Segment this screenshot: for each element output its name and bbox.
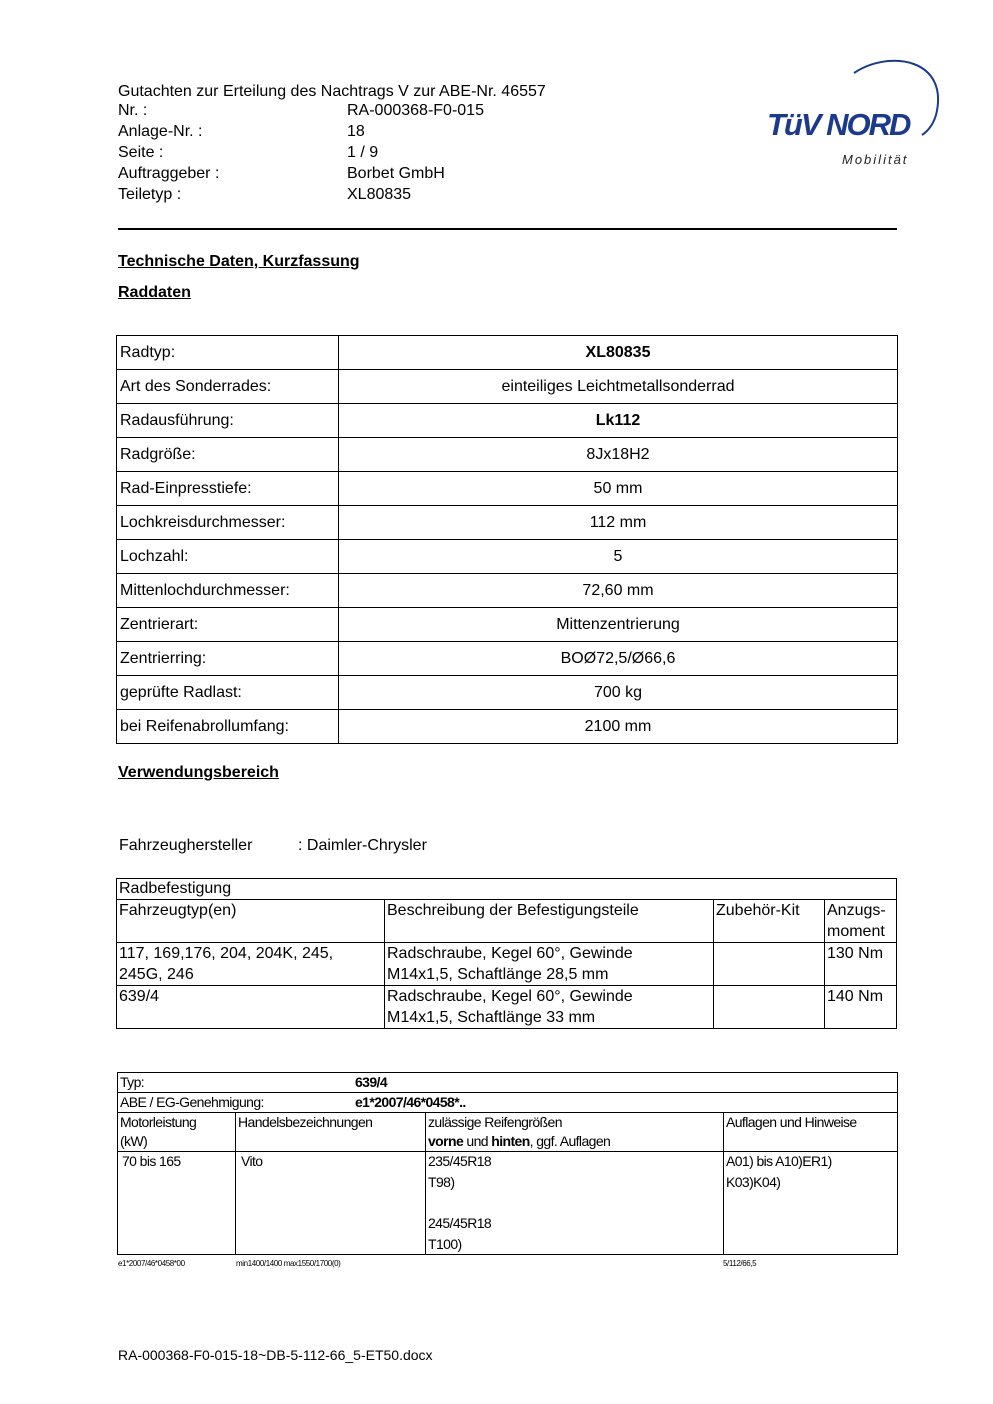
table-row <box>118 1152 898 1255</box>
raddaten-label: bei Reifenabrollumfang: <box>117 710 339 744</box>
raddaten-value: 112 mm <box>339 506 898 540</box>
document-title: Gutachten zur Erteilung des Nachtrags V zur ABE-Nr. 46557 <box>118 83 546 100</box>
col-motorleistung <box>118 1113 236 1152</box>
col-beschreibung: Beschreibung der Befestigungsteile <box>385 900 714 943</box>
table-row <box>117 336 898 370</box>
table-row <box>117 943 897 986</box>
col-reifen <box>426 1113 724 1152</box>
table-row <box>117 986 897 1029</box>
table-row <box>117 710 898 744</box>
raddaten-label: Lochkreisdurchmesser: <box>117 506 339 540</box>
col-anzugsmoment <box>825 900 897 943</box>
table-row <box>117 642 898 676</box>
abe-label: ABE / EG-Genehmigung: <box>120 1094 264 1110</box>
typ-table <box>117 1072 898 1255</box>
verwendung-heading: Verwendungsbereich <box>118 764 279 781</box>
cell-beschreibung <box>385 943 714 986</box>
logo-subtitle: Mobilität <box>842 152 909 167</box>
table-row <box>117 574 898 608</box>
raddaten-value: 50 mm <box>339 472 898 506</box>
raddaten-value: Mittenzentrierung <box>339 608 898 642</box>
befestigung-title: Radbefestigung <box>117 879 897 900</box>
raddaten-label: Radtyp: <box>117 336 339 370</box>
raddaten-value: 72,60 mm <box>339 574 898 608</box>
moment-label: moment <box>827 923 885 940</box>
table-row <box>117 438 898 472</box>
header-row-label: Auftraggeber : <box>118 165 220 182</box>
raddaten-value: einteiliges Leichtmetallsonderrad <box>339 370 898 404</box>
raddaten-label: Rad-Einpresstiefe: <box>117 472 339 506</box>
abe-value: e1*2007/46*0458*.. <box>355 1094 466 1110</box>
header-row-value: 1 / 9 <box>347 144 379 161</box>
table-row <box>117 540 898 574</box>
header-row-label: Anlage-Nr. : <box>118 123 203 140</box>
raddaten-label: Art des Sonderrades: <box>117 370 339 404</box>
reifen-header: zulässige Reifengrößen <box>428 1114 562 1130</box>
typ-value: 639/4 <box>355 1074 388 1090</box>
raddaten-value: XL80835 <box>339 336 898 370</box>
header-divider <box>118 228 897 230</box>
typen-line: 245G, 246 <box>119 966 194 983</box>
header-row-label: Teiletyp : <box>118 186 182 203</box>
hersteller-label: Fahrzeughersteller <box>119 837 253 854</box>
raddaten-heading: Raddaten <box>118 284 191 301</box>
col-auflagen: Auflagen und Hinweise <box>724 1113 898 1152</box>
cell-moment: 140 Nm <box>825 986 897 1029</box>
col-handel: Handelsbezeichnungen <box>236 1113 426 1152</box>
table-row <box>117 608 898 642</box>
col-zubehoer: Zubehör-Kit <box>714 900 825 943</box>
reifen-line: 235/45R18 <box>428 1153 492 1169</box>
beschr-line: Radschraube, Kegel 60°, Gewinde <box>387 945 633 962</box>
reifen-vorne: vorne <box>428 1133 464 1149</box>
header-row-value: Borbet GmbH <box>347 165 445 182</box>
beschr-line: Radschraube, Kegel 60°, Gewinde <box>387 988 633 1005</box>
note-approval: e1*2007/46*0458*00 <box>118 1259 185 1268</box>
raddaten-label: Zentrierring: <box>117 642 339 676</box>
reifen-line <box>428 1194 721 1214</box>
table-row <box>117 404 898 438</box>
auflagen-line: K03)K04) <box>726 1174 781 1190</box>
table-row <box>117 506 898 540</box>
footer-filename: RA-000368-F0-015-18~DB-5-112-66_5-ET50.docx <box>118 1347 433 1363</box>
table-row <box>117 676 898 710</box>
cell-motor: 70 bis 165 <box>118 1152 236 1255</box>
raddaten-label: geprüfte Radlast: <box>117 676 339 710</box>
typen-line: 117, 169,176, 204, 204K, 245, <box>119 945 334 962</box>
reifen-line: T100) <box>428 1236 462 1252</box>
header-row-value: XL80835 <box>347 186 412 203</box>
raddaten-value: BOØ72,5/Ø66,6 <box>339 642 898 676</box>
raddaten-label: Lochzahl: <box>117 540 339 574</box>
typ-label: Typ: <box>120 1074 145 1090</box>
note-minmax: min1400/1400 max1550/1700(0) <box>236 1259 341 1268</box>
raddaten-label: Zentrierart: <box>117 608 339 642</box>
raddaten-value: 8Jx18H2 <box>339 438 898 472</box>
motor-header: Motorleistung <box>120 1114 197 1130</box>
header-row-label: Nr. : <box>118 102 148 119</box>
cell-beschreibung <box>385 986 714 1029</box>
cell-reifen <box>426 1152 724 1255</box>
logo-brand: TüV NORD <box>767 107 910 142</box>
raddaten-table <box>116 335 898 744</box>
raddaten-value: 2100 mm <box>339 710 898 744</box>
col-fahrzeugtyp: Fahrzeugtyp(en) <box>117 900 385 943</box>
cell-handel: Vito <box>236 1152 426 1255</box>
raddaten-label: Radgröße: <box>117 438 339 472</box>
reifen-line: 245/45R18 <box>428 1215 492 1231</box>
cell-auflagen <box>724 1152 898 1255</box>
auflagen-line: A01) bis A10)ER1) <box>726 1153 832 1169</box>
reifen-line: T98) <box>428 1174 455 1190</box>
raddaten-label: Mittenlochdurchmesser: <box>117 574 339 608</box>
tuev-nord-logo <box>760 55 950 175</box>
motor-unit: (kW) <box>120 1133 148 1149</box>
cell-kit <box>714 986 825 1029</box>
raddaten-value: 5 <box>339 540 898 574</box>
abe-row <box>118 1093 898 1113</box>
beschr-line: M14x1,5, Schaftlänge 28,5 mm <box>387 966 609 983</box>
table-row <box>117 472 898 506</box>
reifen-hinten: hinten <box>491 1133 530 1149</box>
note-lk: 5/112/66,5 <box>723 1259 757 1268</box>
raddaten-value: 700 kg <box>339 676 898 710</box>
table-row <box>117 370 898 404</box>
hersteller-value: : Daimler-Chrysler <box>298 837 427 854</box>
reifen-auflagen: , ggf. Auflagen <box>529 1133 611 1149</box>
cell-typen <box>117 986 385 1029</box>
befestigung-table <box>116 878 897 1029</box>
raddaten-value: Lk112 <box>339 404 898 438</box>
header-row-label: Seite : <box>118 144 164 161</box>
technical-heading: Technische Daten, Kurzfassung <box>118 253 360 270</box>
beschr-line: M14x1,5, Schaftlänge 33 mm <box>387 1009 596 1026</box>
cell-typen <box>117 943 385 986</box>
header-row-value: 18 <box>347 123 365 140</box>
raddaten-label: Radausführung: <box>117 404 339 438</box>
cell-kit <box>714 943 825 986</box>
reifen-und: und <box>463 1133 492 1149</box>
anzugs-label: Anzugs- <box>827 902 886 919</box>
typen-line: 639/4 <box>119 988 160 1005</box>
typ-row <box>118 1073 898 1093</box>
header-row-value: RA-000368-F0-015 <box>347 102 484 119</box>
cell-moment: 130 Nm <box>825 943 897 986</box>
